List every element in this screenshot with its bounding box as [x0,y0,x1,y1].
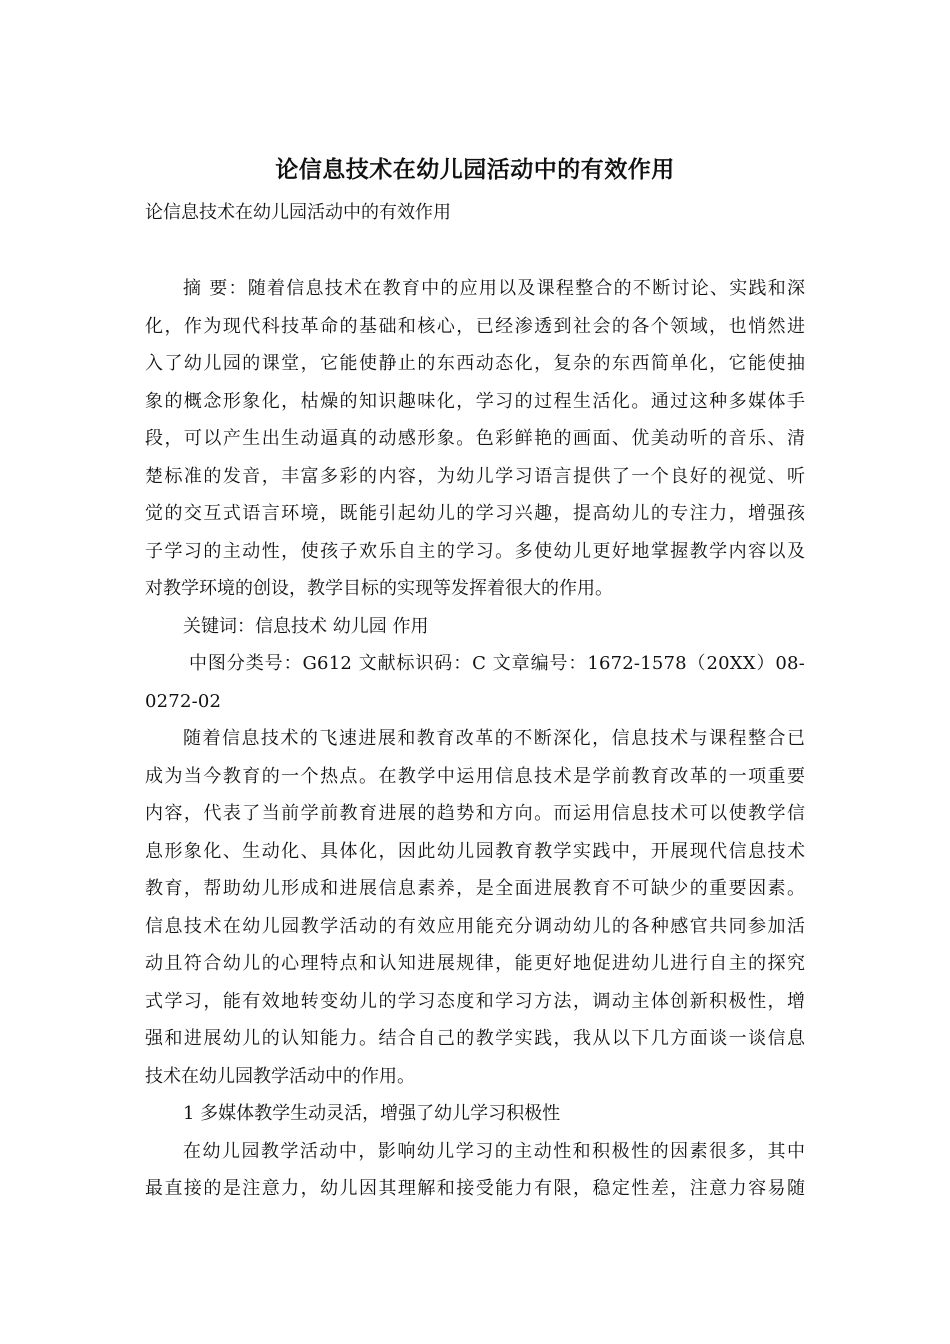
abstract-line: 象的概念形象化，枯燥的知识趣味化，学习的过程生活化。通过这种多媒体手 [145,390,805,412]
intro-line: 教育，帮助幼儿形成和进展信息素养，是全面进展教育不可缺少的重要因素。 [145,878,805,899]
intro-line: 强和进展幼儿的认知能力。结合自己的教学实践，我从以下几方面谈一谈信息 [145,1028,805,1049]
abstract-line: 子学习的主动性，使孩子欢乐自主的学习。多使幼儿更好地掌握教学内容以及 [145,540,805,562]
document-title: 论信息技术在幼儿园活动中的有效作用 [275,157,675,183]
intro-line: 信息技术在幼儿园教学活动的有效应用能充分调动幼儿的各种感官共同参加活 [145,915,805,937]
intro-paragraph [145,720,805,1095]
section1-line: 最直接的是注意力，幼儿因其理解和接受能力有限，稳定性差，注意力容易随 [145,1178,805,1199]
section1-paragraph [145,1133,805,1208]
section1-line: 在幼儿园教学活动中，影响幼儿学习的主动性和积极性的因素很多，其中 [183,1140,805,1162]
abstract-line: 觉的交互式语言环境，既能引起幼儿的学习兴趣，提高幼儿的专注力，增强孩 [145,503,805,524]
abstract-line: 入了幼儿园的课堂，它能使静止的东西动态化，复杂的东西简单化，它能使抽 [145,353,805,374]
intro-line: 动且符合幼儿的心理特点和认知进展规律，能更好地促进幼儿进行自主的探究 [145,953,805,974]
abstract-line: 摘 要：随着信息技术在教育中的应用以及课程整合的不断讨论、实践和深 [183,278,805,299]
keywords-line: 关键词：信息技术 幼儿园 作用 [183,615,429,637]
intro-line: 随着信息技术的飞速进展和教育改革的不断深化，信息技术与课程整合已 [183,728,805,749]
abstract-line: 对教学环境的创设，教学目标的实现等发挥着很大的作用。 [145,578,613,599]
intro-line: 内容，代表了当前学前教育进展的趋势和方向。而运用信息技术可以使教学信 [145,803,805,824]
intro-line: 技术在幼儿园教学活动中的作用。 [145,1065,415,1087]
section-heading: 1 多媒体教学生动灵活，增强了幼儿学习积极性 [183,1103,561,1124]
classification-line: 中图分类号：G612 文献标识码：C 文章编号：1672-1578（20XX）08- [189,653,805,674]
document-body [145,270,805,1208]
abstract-line: 段，可以产生出生动逼真的动感形象。色彩鲜艳的画面、优美动听的音乐、清 [145,428,805,449]
intro-line: 式学习，能有效地转变幼儿的学习态度和学习方法，调动主体创新积极性，增 [145,990,805,1012]
abstract-line: 楚标准的发音，丰富多彩的内容，为幼儿学习语言提供了一个良好的视觉、听 [145,465,805,487]
intro-line: 成为当今教育的一个热点。在教学中运用信息技术是学前教育改革的一项重要 [145,765,805,787]
classification-line: 0272-02 [145,690,222,712]
abstract-line: 化，作为现代科技革命的基础和核心，已经渗透到社会的各个领域，也悄然进 [145,315,805,337]
abstract-paragraph [145,270,805,608]
classification-paragraph [145,645,805,720]
intro-line: 息形象化、生动化、具体化，因此幼儿园教育教学实践中，开展现代信息技术 [145,840,805,862]
document-subtitle: 论信息技术在幼儿园活动中的有效作用 [145,202,451,223]
